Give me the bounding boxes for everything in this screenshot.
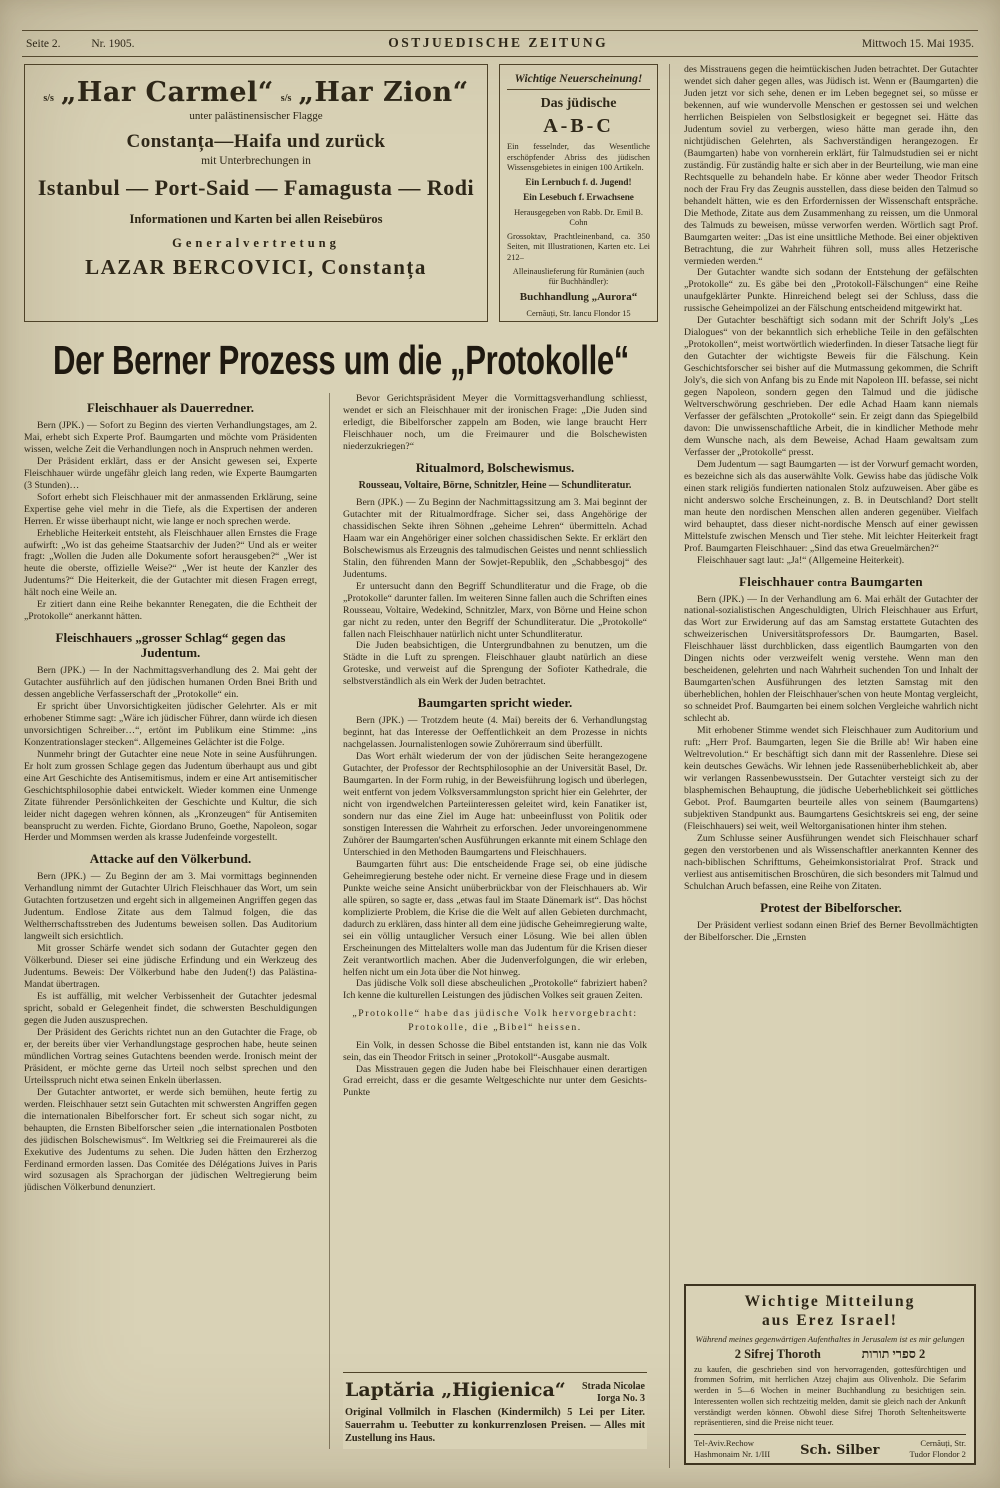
erez-intro: Während meines gegenwärtigen Aufenthaltes in Jerusalem ist es mir gelungen bbox=[695, 1333, 965, 1344]
agency-label: Generalvertretung bbox=[172, 236, 340, 250]
book-title-line2: A-B-C bbox=[543, 115, 614, 138]
section-heading-dauerredner: Fleischhauer als Dauerredner. bbox=[87, 400, 254, 415]
erez-title-line2: aus Erez Israel! bbox=[762, 1311, 898, 1329]
paragraph: Er untersucht dann den Begriff Schundliteratur und die Frage, ob die „Protokolle“ darunter fallen. Im weiteren Sinne fallen auch die Schriften eines Rousseau, Voltaire, Wedekind, Schnitzler, Marx, von Börne und Heine schon gar nicht zu reden, unter den Begriff der Schundliteratur. Die „Protokolle“ fallen nach Fleischhauer natürlich nicht unter Schundliteratur. bbox=[343, 580, 647, 640]
ad-laptaria-higienica bbox=[343, 1372, 647, 1449]
erez-contact-left-line2: Hashmonaim Nr. 1/III bbox=[694, 1448, 771, 1459]
book-publisher: Herausgegeben von Rabb. Dr. Emil B. Cohn bbox=[514, 207, 643, 227]
ports-line: Istanbul — Port-Said — Famagusta — Rodi bbox=[37, 175, 475, 200]
top-ads bbox=[24, 64, 658, 322]
ad-har-carmel bbox=[24, 64, 488, 322]
paragraph: Bern (JPK.) — Zu Beginn der Nachmittagssitzung am 3. Mai beginnt der Gutachter mit der Ritualmordfrage. Sicher sei, dass Angehörige der chassidischen Sekte ihren Söhnen „geheime Lehren“ übermitteln. Achad Haam war ein Angehöriger einer solchen chassidischen Sekte. Er erklärt den Bolschewismus als Erzeugnis des talmudischen Geistes und nennt schliesslich Stalin, den führenden Mann der Sowjet-Republik, den „Schabbesgoj“ des Judentums. bbox=[343, 496, 647, 580]
agency-name: LAZAR BERCOVICI, Constanța bbox=[85, 255, 427, 279]
sifrej-hebrew: 2 ספרי תורות bbox=[861, 1347, 926, 1362]
ship-prefix: s/s bbox=[280, 93, 292, 104]
left-zone bbox=[24, 64, 658, 1449]
page-number: Seite 2. bbox=[26, 38, 61, 50]
issue-number: Nr. 1905. bbox=[91, 38, 135, 50]
book-format: Grossoktav, Prachtleinenband, ca. 350 Seiten, mit Illustrationen, Karten etc. Lei 212– bbox=[507, 232, 650, 262]
paragraph: Bern (JPK.) — In der Verhandlung am 6. Mai erhält der Gutachter der national-sozialistischen Angeschuldigten, Ulrich Fleischhauer aus Erfurt, das Wort zur Erwiderung auf das am Samstag erstattete Gutachten des schweizerischen Universitätsprofessors Dr. Baumgarten, Basel. Fleischhauer lässt durchblicken, dass eigentlich Baumgarten von den Dingen nichts oder verzweifelt wenig verstehe. Wenn man den bescheidenen, gelehrten und nach Wahrheit suchenden Ton und Inhalt der Baumgarten'schen Ausführungen des letzten Samstag mit den überheblichen, hohlen der Fleischhauer'schen von heute Montag vergleicht, so schneidet Prof. Baumgarten bei einem solchen Vergleiche wahrlich nicht schlecht ab. bbox=[684, 593, 978, 725]
article-column-3 bbox=[669, 64, 978, 1468]
newspaper-title: OSTJUEDISCHE ZEITUNG bbox=[388, 35, 609, 50]
section-subheading: Rousseau, Voltaire, Börne, Schnitzler, Heine — Schundliteratur. bbox=[358, 479, 632, 491]
section-heading-baumgarten: Baumgarten spricht wieder. bbox=[417, 695, 573, 711]
paragraph: Fleischhauer sagt laut: „Ja!“ (Allgemeine Heiterkeit). bbox=[697, 554, 905, 566]
book-distribution: Alleinauslieferung für Rumänien (auch für Buchhändler): bbox=[512, 266, 645, 287]
flag-line: unter palästinensischer Flagge bbox=[189, 110, 323, 122]
issue-date: Mittwoch 15. Mai 1935. bbox=[861, 38, 974, 50]
route-line: Constanța—Haifa und zurück bbox=[126, 131, 386, 152]
emphasized-quote: „Protokolle“ habe das jüdische Volk hervorgebracht: Protokolle, die „Bibel“ heissen. bbox=[352, 1008, 638, 1033]
main-headline-text: Der Berner Prozess um die „Protokolle“ bbox=[52, 336, 630, 383]
erez-title-line1: Wichtige Mitteilung bbox=[744, 1292, 916, 1310]
paragraph: Der Präsident verliest sodann einen Brief des Berner Bevollmächtigten der Bibelforscher. Die „Ernsten bbox=[684, 919, 978, 943]
erez-title bbox=[694, 1293, 966, 1331]
bookstore-address: Cernăuți, Str. Iancu Flondor 15 bbox=[526, 308, 631, 318]
ad-juedisches-abc bbox=[499, 64, 658, 322]
erez-contact-right bbox=[909, 1438, 966, 1459]
paragraph: Erhebliche Heiterkeit entsteht, als Fleischhauer allen Ernstes die Frage aufwirft: „Wo ist das geheime Staatsarchiv der Juden?“ Und als er weiter fragt: „Wollen die Juden alle Dokumente sofort herausgeben?“ „Wer ist heute die oberste, offizielle Weise?“ „Wer ist heute der Kanzler des Judentums?“ Die Heiterkeit, die der Gutachter mit diesen Fragen erregt, hält noch eine Weile an. bbox=[24, 527, 317, 599]
paragraph: Der Gutachter wandte sich sodann der Entstehung der gefälschten „Protokolle“ zu. Es gäbe bei den „Protokoll-Fälschungen“ eine Reihe unaufgeklärter Punkte. Hinreichend belegt sei der Schluss, dass die russische Geheimpolizei an der Fälschung entscheidend mitgewirkt hat. bbox=[684, 267, 978, 315]
sifrej-latin: 2 Sifrej Thoroth bbox=[734, 1347, 821, 1362]
contra-word: contra bbox=[817, 577, 848, 589]
paragraph: Zum Schlusse seiner Ausführungen wendet sich Fleischhauer scharf gegen den verstorbenen und als Wissenschaftler anerkannten Kenner des nach-biblischen Schrifttums, Geheimkonsistorialrat Prof. Strack und verliest aus antisemitischen Broschüren, die sich besonders mit Talmud und Schulchan Aruch befassen, eine Reihe von Zitaten. bbox=[684, 832, 978, 892]
contra-name-1: Fleischhauer bbox=[739, 573, 814, 589]
dairy-name: Laptăria „Higienica“ bbox=[345, 1378, 566, 1401]
paragraph: Bern (JPK.) — Zu Beginn der am 3. Mai vormittags beginnenden Verhandlung nimmt der Gutachter Ulrich Fleischhauer das Wort, um sein Gutachten fortzusetzen und ergeht sich in allgemeinen Angriffen gegen das Judentum. Endlose Zitate aus dem Talmud folgen, die das Weltherrschaftsstreben des Judentums beweisen sollen. Das Auditorium langweilt sich ersichtlich. bbox=[24, 871, 317, 943]
section-heading-ritualmord: Ritualmord, Bolschewismus. bbox=[415, 459, 575, 475]
paragraph: Die Juden beabsichtigen, die Untergrundbahnen zu benutzen, um die Städte in die Luft zu sprengen. Fleischhauer glaubt natürlich an diese Groteske, und verweist auf die Sprengung der Sofioter Kathedrale, die selbstverständlich als ein Werk der Juden betrachtet. bbox=[343, 640, 647, 688]
paragraph: Der Präsident des Gerichts richtet nun an den Gutachter die Frage, ob er, der bereits über vier Verhandlungstage gesprochen habe, heute seinen mündlichen Vortrag seines Gutachtens beenden werde. Ironisch meint der Präsident, er möchte gerne das Urteil noch selbst sprechen und den Urteilsspruch nicht etwa seinen Enkeln überlassen. bbox=[24, 1026, 317, 1086]
section-heading-voelkerbund: Attacke auf den Völkerbund. bbox=[89, 851, 252, 867]
dairy-address-line1: Strada Nicolae bbox=[581, 1380, 645, 1392]
book-audience-1: Ein Lernbuch f. d. Jugend! bbox=[525, 177, 632, 188]
article-columns bbox=[24, 393, 658, 1449]
paragraph: Der Gutachter antwortet, er werde sich bemühen, heute fertig zu werden. Fleischhauer setzt sein Gutachten mit schwersten Angriffen gegen die internationalen Bibelforscher fort. Er scheut sich sogar nicht, zu behaupten, die Ernsten Bibelforscher seien „die internationalen Postboten des jüdischen Bolschewismus“. Im Weltkrieg sei die Freimaurerei als die Exekutive des Judentums zu sehen. Die Juden hätten den Erzherzog Ferdinand ermorden lassen. Das Comitée des Délégations Juives in Paris wird sozusagen als Sprachorgan der jüdischen Weltregierung beim jüdischen Völkerbund denunziert. bbox=[24, 1086, 317, 1194]
paragraph: Nunmehr bringt der Gutachter eine neue Note in seine Ausführungen. Er holt zum grossen Schlage gegen das Judentum überhaupt aus und gibt eine Art Geschichte des Antisemitismus, indem er eine Art antisemitischer Geschichtsphilosophie dabei entwickelt. Wieder kommen eine Unmenge Zitate führender Persönlichkeiten der Geschichte und Kultur, die sich leider nicht dagegen wehren können, als „Kronzeugen“ für Antisemiten beansprucht zu werden. Fichte, Giordano Bruno, Goethe, Napoleon, sogar Herder und Mommsen werden als krasse Judenfeinde vorgestellt. bbox=[24, 748, 317, 844]
ship-name-har-zion: „Har Zion“ bbox=[298, 77, 469, 108]
paragraph: Mit erhobener Stimme wendet sich Fleischhauer zum Auditorium und ruft: „Herr Prof. Baumgarten, legen Sie die Brille ab! Wir haben eine Weltrevolution.“ Er beschäftigt sich dann mit der Rassenlehre. Diese sei kein deutsches Gewächs. Wir lehnen jede Rassenüberheblichkeit ab, aber wir verlangen Rassenbewusstsein. Der Gutachter versteigt sich zu der blasphemischen Behauptung, die jüdische Ueberheblichkeit sei göttliches Gebot. Prof. Baumgarten beurteile alles von seinem (Baumgartens) subjektiven Standpunkt aus. Baumgartens Gesichtskreis sei eng, der seine (Fleischhauers) sei weit, weil Weltorganisationen hinter ihm stehen. bbox=[684, 725, 978, 832]
paragraph: Das Wort erhält wiederum der von der jüdischen Seite herangezogene Gutachter, der Professor der Rechtsphilosophie an der Universität Basel, Dr. Baumgarten. In der Form ruhig, in der Beweisführung logisch und überlegen, weit entfernt von jedem Volksversammlungston spricht hier ein Gelehrter, der nicht von irgendwelchen Parteiinteressen geleitet wird, kein Fanatiker ist, sondern nur das eine Ziel im Auge hat: unbeeinflusst von Politik oder sonstigen Interessen die Wahrheit zu erforschen. Jeder unvoreingenommene Zuhörer der Baumgarten'schen Ausführungen erkannte mit einem Schlage den Unterschied in den Methoden Baumgartens und Fleischhauers. bbox=[343, 751, 647, 858]
book-description: Ein fesselnder, das Wesentliche erschöpfender Abriss des jüdischen Wissensgebietes in einigen 100 Artikeln. bbox=[507, 142, 650, 172]
paragraph: Bevor Gerichtspräsident Meyer die Vormittagsverhandlung schliesst, wendet er sich an Fleischhauer mit der ironischen Frage: „Die Juden sind erledigt, die Bibelforscher zappeln am Boden, wie lange braucht Herr Fleischhauer noch, um die Freimaurer und die Bolschewisten niederzukriegen?“ bbox=[343, 393, 647, 452]
book-audience-2: Ein Lesebuch f. Erwachsene bbox=[523, 192, 634, 203]
contra-name-2: Baumgarten bbox=[850, 573, 923, 589]
paragraph: des Misstrauens gegen die heimtückischen Juden betrachtet. Der Gutachter wendet sich daher gegen alles, was Jüdisch ist. Wenn er (Baumgarten) die Juden jetzt vor sich sehe, denen er im Leben begegnet sei, so müsse er bekennen, auf wie wundervolle Menschen er gestossen sei und welchen herrlichen Beispielen von Selbstlosigkeit er begegnet sei. Hätte das Judentum soviel zu verbergen, wieso hätte man gerade ihn, den nichtjüdischen Gelehrten, als Sachverständigen herangezogen. Er (Baumgarten) habe von vornherein erklärt, für Talmudstudien sei er nicht zuständig. Für zuständig halte er sich aber in der Beurteilung, wie man eine Rechtsquelle zu behandeln habe. Er könne aber weder Theodor Fritsch noch der Frau Fry das Zeugnis ausstellen, dass diese beiden den Talmud so behandelt hätten, wie es den Erfordernissen der Wissenschaft entspräche. Die Methode, Zitate aus dem Zusammenhang zu reissen, um die Unmoral des Talmuds zu beweisen, müsse verworfen werden. Wörtlich sagt Prof. Baumgarten weiter: „Das ist eine unsittliche Methode. Bei einer objektiven Betrachtung, die zur Wahrheit führen soll, muss alles Hetzerische vermieden werden.“ bbox=[684, 64, 978, 267]
paragraph: Er spricht über Unvorsichtigkeiten jüdischer Gelehrter. Als er mit erhobener Stimme sagt: „Wäre ich jüdischer Führer, dann würde ich diesen unvorsichtigen Schreiber…“, ertönt im Publikum eine Stimme: „ins Konzentrationslager stecken“. Allgemeines Gelächter ist die Folge. bbox=[24, 700, 317, 748]
section-heading-grosser-schlag: Fleischhauers „grosser Schlag“ gegen das Judentum. bbox=[55, 630, 286, 661]
masthead bbox=[22, 30, 978, 57]
paragraph: Der Präsident erklärt, dass er der Ansicht gewesen sei, Experte Fleischhauer würde ungefähr gleich lang reden, wie Experte Baumgarten (3 Stunden)… bbox=[24, 455, 317, 491]
ad-erez-israel bbox=[684, 1284, 976, 1465]
erez-sifrej-line bbox=[694, 1347, 966, 1362]
bookstore-name: Buchhandlung „Aurora“ bbox=[519, 291, 638, 304]
masthead-left bbox=[26, 38, 135, 50]
dairy-offer-text: Original Vollmilch in Flaschen (Kindermilch) 5 Lei per Liter. Sauerrahm u. Teebutter zu konkurrenzlosen Preisen. — Alles mit Zustellung ins Haus. bbox=[345, 1407, 645, 1445]
erez-body-text: zu kaufen, die geschrieben sind von hervorragenden, gottesfürchtigen und frommen Sofrim, mit herrlichen Atzej chajim aus Olivenholz. Die Sefarim werden in 5—6 Wochen in meiner Buchhandlung zu besichtigen sein. Interessenten wollen sich rechtzeitig melden, damit sie gleich nach der Ankunft verständigt werden können. Obwohl diese Sifrej Thoroth Seltenheitswerte repräsentieren, sind die Preise nicht teuer. bbox=[694, 1364, 966, 1428]
ad-banner: Wichtige Neuerscheinung! bbox=[507, 72, 650, 90]
section-heading-contra bbox=[690, 575, 972, 590]
paragraph: Bern (JPK.) — Sofort zu Beginn des vierten Verhandlungstages, am 2. Mai, erhebt sich Experte Prof. Baumgarten und möchte vom Präsidenten wissen, welche Zeit die Verhandlungen noch in Anspruch nehmen werden. bbox=[24, 419, 317, 455]
main-headline bbox=[24, 335, 658, 385]
erez-contact-row bbox=[694, 1434, 966, 1459]
erez-contact-right-line2: Tudor Flondor 2 bbox=[909, 1448, 966, 1459]
ship-names bbox=[35, 77, 477, 108]
paragraph: Baumgarten führt aus: Die entscheidende Frage sei, ob eine jüdische Geheimregierung bestehe oder nicht. Er verneine diese Frage und in diesem Punkte weiche seine Ansicht unüberbrückbar von der Fleischhauers ab. Wir alle spüren, so sagte er, dass „etwas faul im Staate Dänemark ist“. Das höchst komplizierte Problem, die Krise die die Welt auf allen Gebieten durchmacht, dadurch zu erklären, dass hinter all dem eine jüdische Geheimregierung walte, sei ein völlig untauglicher Versuch einer Lösung. Wie bei allen üblen Erscheinungen des Mittelalters wolle man das Judentum für die Krisen dieser Zeit verantwortlich machen. Aber die Judenverfolgungen, die wir erleben, helfen nicht um ein Jota über die Not hinweg. bbox=[343, 858, 647, 978]
paragraph: Ein Volk, in dessen Schosse die Bibel entstanden ist, kann nie das Volk sein, das ein Theodor Fritsch in seiner „Protokoll“-Ausgabe ausmalt. bbox=[343, 1039, 647, 1063]
info-line: Informationen und Karten bei allen Reisebüros bbox=[129, 212, 383, 226]
book-title-line1: Das jüdische bbox=[540, 96, 617, 112]
paragraph: Das jüdische Volk soll diese abscheulichen „Protokolle“ fabriziert haben? Ich kenne die kulturellen Leistungen des jüdischen Volkes seit grauen Zeiten. bbox=[343, 978, 647, 1002]
paragraph: Bern (JPK.) — In der Nachmittagsverhandlung des 2. Mai geht der Gutachter ausführlich auf den jüdischen humanen Orden Bnei Brith und dessen angebliche Verfasserschaft der „Protokolle“ ein. bbox=[24, 664, 317, 700]
erez-seller-name: Sch. Silber bbox=[800, 1442, 880, 1458]
paragraph: Mit grosser Schärfe wendet sich sodann der Gutachter gegen den Völkerbund. Dieser sei eine jüdische Erfindung und ein Werkzeug des Judentums. Beweis: Der Völkerbund habe den Juden(!) das Palästina-Mandat übertragen. bbox=[24, 943, 317, 990]
dairy-address bbox=[582, 1379, 645, 1405]
article-column-1 bbox=[24, 393, 329, 1449]
ship-prefix: s/s bbox=[43, 93, 54, 104]
paragraph: Der Gutachter beschäftigt sich sodann mit der Schrift Joly's „Les Dialogues“ von der bekanntlich sich erhebliche Teile in den gefälschten „Protokollen“, meist wortwörtlich wiederfinden. In dieser Tatsache liegt für den Gutachter der wichtigste Beweis für die Fälschung. Kein Geschichtsforscher sei bisher auf die Mutmassung gekommen, die Schrift Joly's, die sich von Anfang bis zu Ende mit Napoleon III. befasse, sei nicht gegen Napoleon, sondern gegen den Talmud und die jüdische Weltverschwörung geschrieben. Der edle Achad Haam kann niemals Verfasser der gefälschten „Protokolle“ sein. Er zeigt dann das Spiegelbild davon: Die unwissenschaftliche Arbeit, die in kindlicher Methode mehr dem Wunsche nach, als dem Beweise, Achad Haam gewaltsam zum Verfasser der „Protokolle“ presst. bbox=[684, 315, 978, 458]
paragraph: Das Misstrauen gegen die Juden habe bei Fleischhauer einen derartigen Grad erreicht, dass er die gesamte Weltgeschichte nur unter dem Gesichts-Punkte bbox=[343, 1063, 647, 1099]
section-heading-protest: Protest der Bibelforscher. bbox=[760, 899, 902, 915]
paragraph: Bern (JPK.) — Trotzdem heute (4. Mai) bereits der 6. Verhandlungstag beginnt, hat das Interesse der Oeffentlichkeit an dem Prozesse in nichts nachgelassen. Journalistenlogen sowie Zuhörerraum sind überfüllt. bbox=[343, 715, 647, 751]
erez-contact-right-line1: Cernăuți, Str. bbox=[920, 1438, 966, 1449]
paragraph: Es ist auffällig, mit welcher Verbissenheit der Gutachter jedesmal spricht, sobald er Gelegenheit findet, die schwersten Beschuldigungen gegen die Juden auszusprechen. bbox=[24, 990, 317, 1026]
ad-laptaria-header bbox=[345, 1379, 645, 1405]
paragraph: Er zitiert dann eine Reihe bekannter Renegaten, die die Echtheit der „Protokolle“ anerkannt hätten. bbox=[24, 599, 317, 623]
dairy-address-line2: Iorga No. 3 bbox=[596, 1392, 645, 1404]
article-column-2 bbox=[329, 393, 647, 1449]
paragraph: Sofort erhebt sich Fleischhauer mit der anmassenden Erklärung, seine Expertise gehe viel mehr in die Tiefe, als die Expertisen der anderen Herren. Er wisse überhaupt nicht, wie lange er noch sprechen werde. bbox=[24, 491, 317, 527]
erez-contact-left bbox=[694, 1438, 770, 1459]
paragraph: Dem Judentum — sagt Baumgarten — ist der Vorwurf gemacht worden, es bezeichne sich als das auserwählte Volk. Gewiss habe das jüdische Volk einen stark religiös fundierten nationalen Stolz aufzuweisen. Aber gäbe es nicht anderswo solche Erscheinungen, z. B. in Deutschland? Dort stellt man heute den nordischen Menschen allen anderen gegenüber. Vielfach wird behauptet, dass dieser nicht-nordische Mensch auf einer gewissen Mittelstufe zwischen Mensch und Tier stehe. Mit leichter Heiterkeit fragt Prof. Baumgarten Fleischhauer: „Sind das etwa Greuelmärchen?“ bbox=[684, 458, 978, 554]
ship-name-har-carmel: „Har Carmel“ bbox=[60, 77, 274, 108]
stops-intro: mit Unterbrechungen in bbox=[201, 155, 311, 167]
erez-contact-left-line1: Tel-Aviv.Rechow bbox=[694, 1438, 755, 1449]
